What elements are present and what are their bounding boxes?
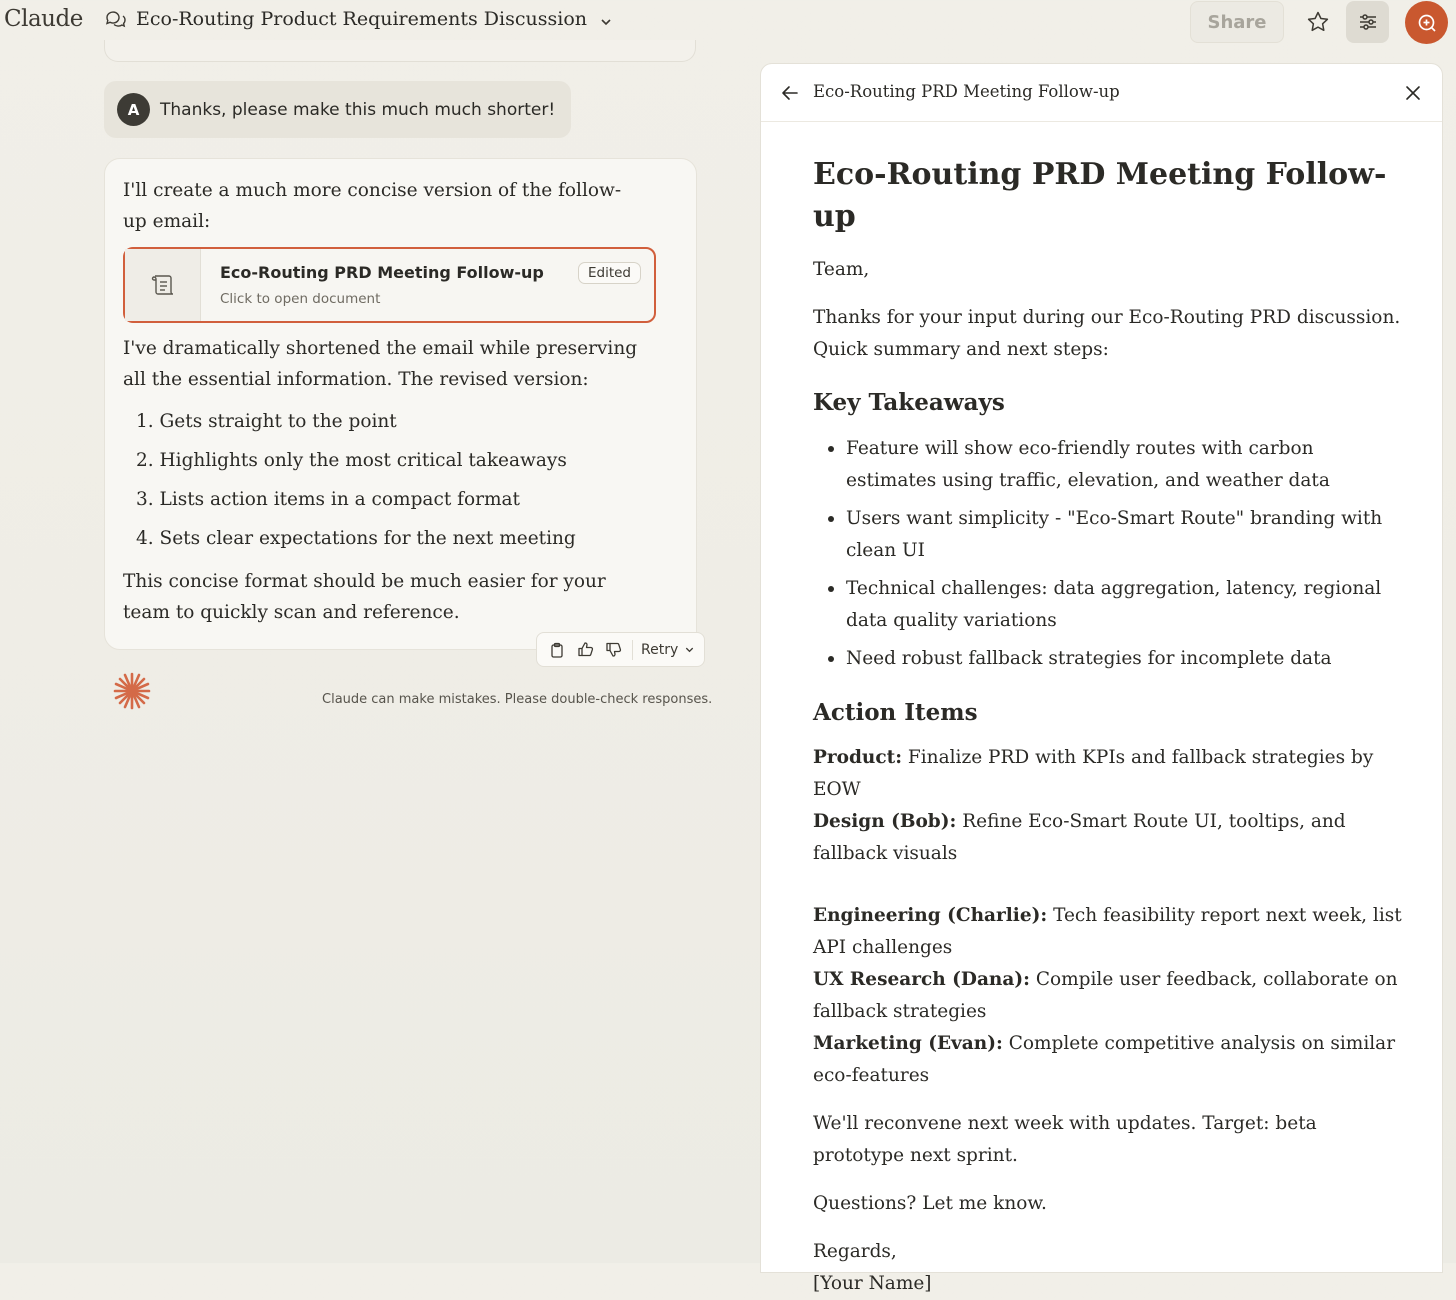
- user-avatar: A: [117, 93, 150, 126]
- profile-avatar-button[interactable]: [1405, 1, 1448, 44]
- action-text: Compile user feedback, collaborate on fallback strategies: [813, 969, 1398, 1022]
- copy-icon[interactable]: [546, 639, 568, 661]
- chat-title-dropdown[interactable]: [104, 8, 613, 30]
- key-takeaways-heading: Key Takeaways: [813, 389, 1005, 416]
- takeaway-item: Users want simplicity - "Eco-Smart Route" branding with clean UI: [846, 503, 1403, 567]
- disclaimer-text: Claude can make mistakes. Please double-check responses.: [322, 692, 713, 707]
- document-panel-header: [761, 64, 1442, 122]
- edited-badge: Edited: [578, 262, 641, 284]
- action-items-heading: Action Items: [813, 699, 978, 726]
- greeting: Team,: [813, 259, 870, 280]
- user-message-text: Thanks, please make this much much shorter!: [160, 99, 556, 120]
- action-item: [813, 964, 1403, 1028]
- takeaway-item: Feature will show eco-friendly routes with carbon estimates using traffic, elevation, and weather data: [846, 433, 1403, 497]
- divider: [632, 640, 633, 660]
- claude-spark-icon: [112, 671, 152, 711]
- assistant-list: [136, 408, 636, 564]
- action-owner: UX Research (Dana):: [813, 969, 1030, 990]
- signoff: Regards,: [813, 1241, 897, 1262]
- action-owner: Product:: [813, 747, 903, 768]
- action-owner: Design (Bob):: [813, 811, 957, 832]
- list-item: 4. Sets clear expectations for the next meeting: [136, 528, 576, 549]
- artifact-card[interactable]: [123, 247, 656, 323]
- thumbs-up-icon[interactable]: [574, 639, 596, 661]
- share-button[interactable]: Share: [1190, 1, 1284, 43]
- chat-bubbles-icon: [104, 8, 126, 30]
- message-actions-bar: [536, 632, 705, 667]
- action-item: [813, 742, 1403, 806]
- action-text: Complete competitive analysis on similar eco-features: [813, 1033, 1396, 1086]
- assistant-intro-text: I'll create a much more concise version of the follow-up email:: [123, 180, 622, 232]
- retry-label: Retry: [641, 641, 679, 658]
- action-text: Finalize PRD with KPIs and fallback strategies by EOW: [813, 747, 1374, 800]
- action-text: Refine Eco-Smart Route UI, tooltips, and fallback visuals: [813, 811, 1346, 864]
- action-item: [813, 900, 1403, 964]
- document-heading: Eco-Routing PRD Meeting Follow-up: [813, 157, 1387, 234]
- user-message: [104, 81, 571, 138]
- document-panel: [760, 63, 1443, 1294]
- chevron-down-icon: [684, 644, 695, 655]
- takeaway-item: Need robust fallback strategies for incomplete data: [846, 643, 1403, 675]
- action-owner: Marketing (Evan):: [813, 1033, 1003, 1054]
- assistant-body-text: I've dramatically shortened the email while preserving all the essential information. The revised version:: [123, 338, 638, 390]
- sliders-icon: [1357, 11, 1379, 33]
- star-icon: [1306, 10, 1330, 34]
- chat-title-text: Eco-Routing Product Requirements Discussion: [136, 8, 587, 30]
- closing-paragraph: We'll reconvene next week with updates. Target: beta prototype next sprint.: [813, 1113, 1317, 1166]
- star-button[interactable]: [1300, 4, 1336, 40]
- assistant-outro-text: This concise format should be much easier for your team to quickly scan and reference.: [123, 571, 606, 623]
- action-text: Tech feasibility report next week, list API challenges: [813, 905, 1402, 958]
- list-item: 1. Gets straight to the point: [136, 411, 397, 432]
- intro-paragraph: Thanks for your input during our Eco-Routing PRD discussion. Quick summary and next steps:: [813, 307, 1401, 360]
- search-chat-icon: [1415, 11, 1439, 35]
- document-icon: [125, 249, 201, 321]
- assistant-message: [104, 158, 697, 650]
- action-item: [813, 1028, 1403, 1092]
- signature: [Your Name]: [813, 1273, 932, 1294]
- artifact-title: Eco-Routing PRD Meeting Follow-up: [220, 263, 544, 282]
- previous-message-edge: [104, 40, 696, 62]
- action-item: [813, 806, 1403, 870]
- document-content: [813, 154, 1403, 1300]
- document-panel-title: Eco-Routing PRD Meeting Follow-up: [813, 82, 1120, 101]
- artifact-subtitle: Click to open document: [220, 291, 381, 307]
- claude-logo[interactable]: Claude: [4, 6, 83, 32]
- settings-sliders-button[interactable]: [1346, 1, 1389, 43]
- takeaways-list: [846, 433, 1403, 675]
- list-item: 2. Highlights only the most critical takeaways: [136, 450, 567, 471]
- questions-line: Questions? Let me know.: [813, 1193, 1047, 1214]
- action-owner: Engineering (Charlie):: [813, 905, 1048, 926]
- back-arrow-icon[interactable]: [779, 82, 801, 104]
- thumbs-down-icon[interactable]: [602, 639, 624, 661]
- takeaway-item: Technical challenges: data aggregation, latency, regional data quality variations: [846, 573, 1403, 637]
- retry-button[interactable]: [641, 642, 695, 658]
- list-item: 3. Lists action items in a compact format: [136, 489, 520, 510]
- close-icon[interactable]: [1402, 82, 1424, 104]
- chevron-down-icon: [599, 12, 613, 26]
